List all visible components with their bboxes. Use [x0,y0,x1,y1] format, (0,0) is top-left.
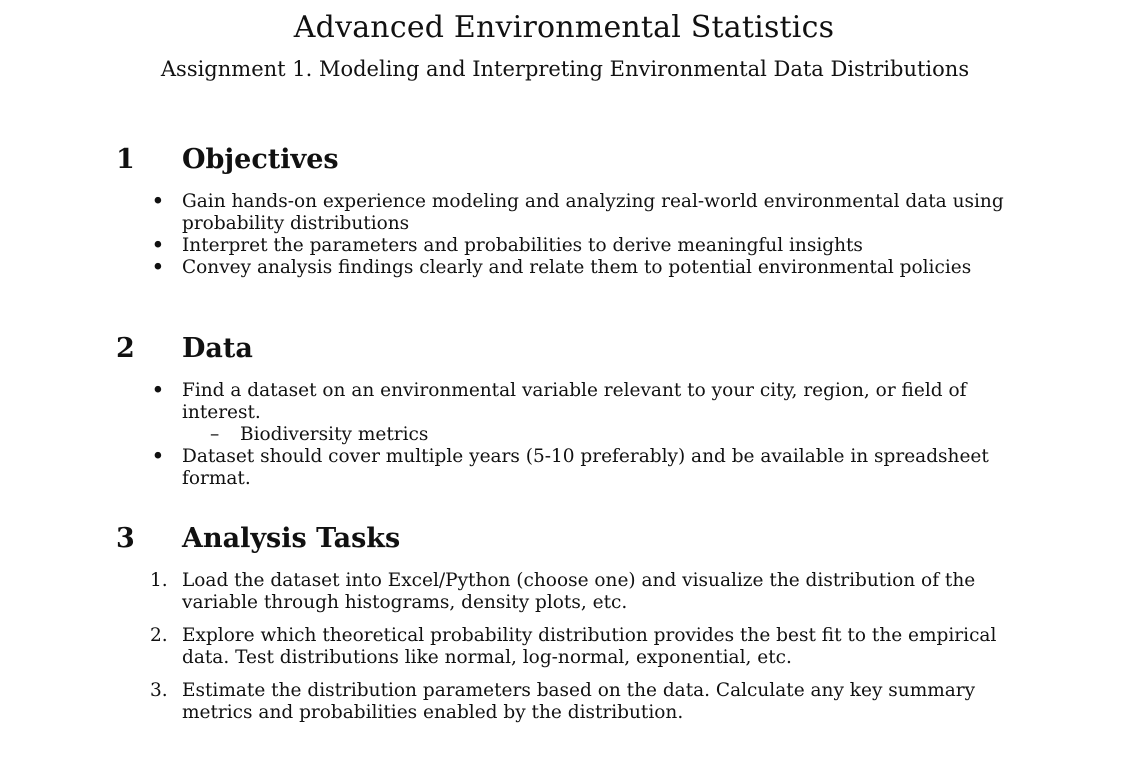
bullet-icon: • [152,191,164,212]
list-item [148,446,1028,490]
list-item [148,680,1028,724]
list-item [148,380,1028,424]
data-list [148,380,1028,490]
document-title: Advanced Environmental Statistics [293,10,835,45]
bullet-icon: • [152,235,164,256]
list-item [148,235,1028,257]
list-item [148,257,1028,279]
sub-list-item [148,424,1028,446]
objectives-list [148,191,1028,279]
sub-list-item-text: Biodiversity metrics [240,424,429,445]
list-item-text: Gain hands-on experience modeling and analyzing real-world environmental data using probability distributions [182,191,1004,234]
bullet-icon: • [152,380,164,401]
section-data-heading [116,333,253,364]
list-marker: 2. [150,625,168,646]
list-item-text: Explore which theoretical probability distribution provides the best fit to the empirical data. Test distributions like normal, log-normal, exponential, etc. [182,625,997,668]
analysis-tasks-list [148,570,1028,735]
bullet-icon: • [152,446,164,467]
list-item [148,191,1028,235]
section-objectives-heading [116,144,339,175]
section-title: Analysis Tasks [182,523,401,554]
bullet-icon: • [152,257,164,278]
list-item-text: Find a dataset on an environmental variable relevant to your city, region, or field of interest. [182,380,967,423]
section-number: 1 [116,144,135,175]
list-marker: 3. [150,680,168,701]
section-number: 2 [116,333,135,364]
section-title: Objectives [182,144,339,175]
section-number: 3 [116,523,135,554]
list-item-text: Dataset should cover multiple years (5-10 preferably) and be available in spreadsheet format. [182,446,989,489]
list-item [148,625,1028,669]
list-item-text: Interpret the parameters and probabilities to derive meaningful insights [182,235,863,256]
section-title: Data [182,333,253,364]
section-analysis-tasks-heading [116,523,400,554]
list-item [148,570,1028,614]
list-item-text: Estimate the distribution parameters based on the data. Calculate any key summary metrics and probabilities enabled by the distribution. [182,680,976,723]
list-item-text: Convey analysis findings clearly and relate them to potential environmental policies [182,257,972,278]
list-item-text: Load the dataset into Excel/Python (choose one) and visualize the distribution of the variable through histograms, density plots, etc. [182,570,976,613]
document-subtitle: Assignment 1. Modeling and Interpreting Environmental Data Distributions [160,57,970,81]
list-marker: 1. [150,570,168,591]
dash-icon: – [210,424,220,445]
